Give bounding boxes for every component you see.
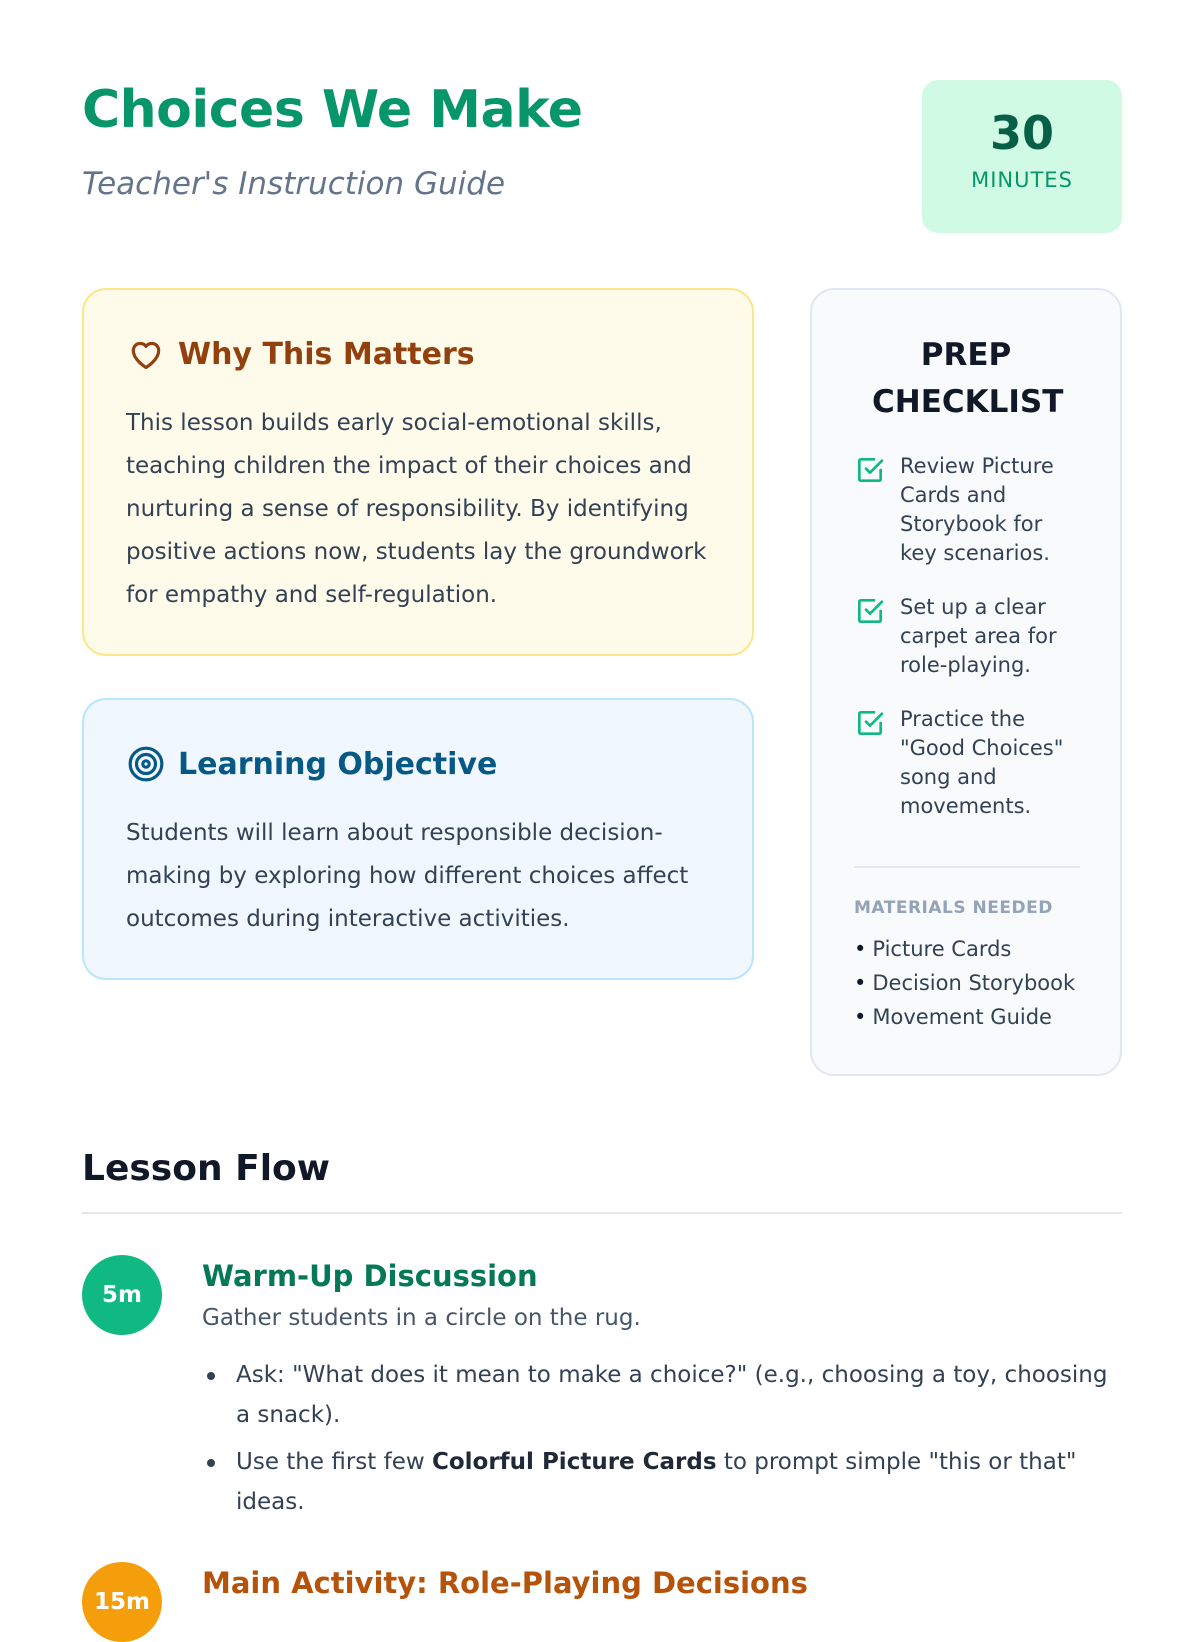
material-item: • Decision Storybook <box>854 966 1075 1000</box>
step-duration-badge: 15m <box>82 1562 162 1642</box>
step-title: Main Activity: Role-Playing Decisions <box>202 1566 808 1600</box>
materials-label: MATERIALS NEEDED <box>854 898 1053 918</box>
why-card-title: Why This Matters <box>178 336 475 372</box>
header <box>82 80 1122 240</box>
check-square-icon <box>854 595 886 627</box>
why-this-matters-card <box>82 288 754 656</box>
objective-card-header <box>126 742 497 786</box>
checklist-item-text: Practice the "Good Choices" song and movements. <box>900 707 1064 818</box>
checklist-item-text: Set up a clear carpet area for role-playing. <box>900 595 1057 677</box>
prep-divider <box>854 866 1080 868</box>
duration-badge <box>922 80 1122 233</box>
target-icon <box>126 744 166 784</box>
learning-objective-card <box>82 698 754 980</box>
step-description: Gather students in a circle on the rug. <box>202 1305 641 1331</box>
step-bullet-emphasis: Colorful Picture Cards <box>431 1449 717 1475</box>
objective-card-title: Learning Objective <box>178 746 498 782</box>
page-title: Choices We Make <box>82 80 583 140</box>
lesson-flow-title: Lesson Flow <box>82 1148 331 1189</box>
step-bullet: Ask: "What does it mean to make a choice?" (e.g., choosing a toy, choosing a snack). <box>202 1355 1122 1435</box>
step-bullet-list <box>202 1355 1122 1529</box>
step-bullet <box>202 1442 1122 1522</box>
check-square-icon <box>854 707 886 739</box>
heart-icon <box>126 334 166 374</box>
why-card-body: This lesson builds early social-emotional skills, teaching children the impact of their choices and nurturing a sense of responsibility. By identifying positive actions now, students lay the groundwork for empathy and self-regulation. <box>126 410 707 608</box>
check-square-icon <box>854 454 886 486</box>
page-subtitle: Teacher's Instruction Guide <box>82 166 506 202</box>
step-bullet-text: to prompt simple "this or that" ideas. <box>236 1449 1077 1515</box>
step-duration-badge: 5m <box>82 1255 162 1335</box>
duration-unit: MINUTES <box>971 168 1073 192</box>
objective-card-body: Students will learn about responsible decision-making by exploring how different choices affect outcomes during interactive activities. <box>126 820 689 932</box>
why-card-header <box>126 332 475 376</box>
duration-value: 30 <box>989 106 1054 160</box>
prep-checklist <box>854 452 1084 846</box>
lesson-flow-divider <box>82 1212 1122 1214</box>
prep-checklist-card <box>810 288 1122 1076</box>
checklist-item[interactable] <box>854 705 1084 821</box>
checklist-item-text: Review Picture Cards and Storybook for key scenarios. <box>900 454 1054 565</box>
step-title: Warm-Up Discussion <box>202 1259 538 1293</box>
checklist-item[interactable] <box>854 452 1084 568</box>
checklist-item[interactable] <box>854 593 1084 680</box>
material-item: • Picture Cards <box>854 932 1075 966</box>
material-item: • Movement Guide <box>854 1000 1075 1034</box>
step-bullet-text: Use the first few <box>236 1449 432 1475</box>
materials-list <box>854 932 1075 1034</box>
prep-checklist-title: PREP CHECKLIST <box>872 337 1064 420</box>
